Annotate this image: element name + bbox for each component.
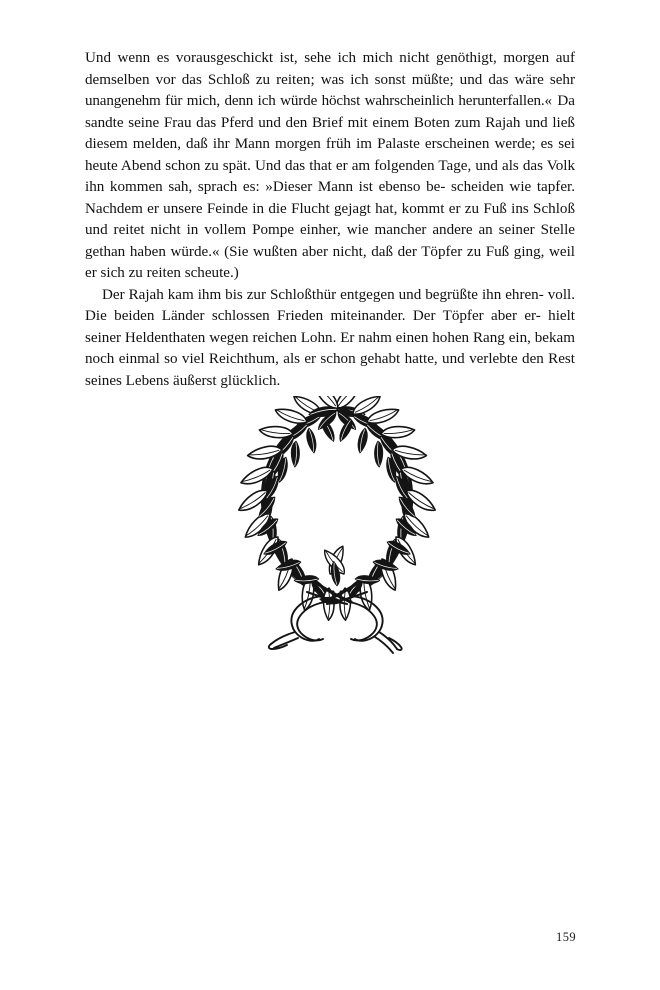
page-number: 159: [556, 930, 576, 944]
paragraph-2-line-2: voll. Die beiden Länder schlossen Frieden miteinander. Der Töpfer aber er-: [85, 286, 575, 324]
paragraph-1-line-10: mancher andere an seiner Stelle gethan haben würde.« (Sie wußten aber: [85, 222, 575, 260]
paragraph-2-line-1: Der Rajah kam ihm bis zur Schloßthür entgegen und begrüßte ihn ehren-: [102, 286, 544, 303]
text-block: [85, 48, 575, 392]
paragraph-1-line-3: unangenehm für mich, denn ich würde höchst wahrscheinlich herunterfallen.«: [85, 93, 552, 109]
paragraph-1-line-6: werde; es sei heute Abend schon zu spät. Und das that er am folgenden Tage,: [85, 136, 575, 174]
paragraph-1: [85, 48, 575, 285]
paragraph-1-line-7: und als das Volk ihn kommen sah, sprach es: »Dieser Mann ist ebenso be-: [85, 157, 576, 195]
paragraph-1-line-1: Und wenn es vorausgeschickt ist, sehe ich mich nicht genöthigt, morgen auf: [85, 50, 575, 66]
paragraph-2-line-5: verlebte den Rest seines Lebens äußerst glücklich.: [85, 351, 576, 389]
laurel-wreath-vignette: [237, 396, 437, 654]
paragraph-1-line-11: nicht, daß der Töpfer zu Fuß ging, weil er sich zu reiten scheute.): [85, 243, 575, 281]
paragraph-1-line-5: und ließ diesem melden, daß ihr Mann morgen früh im Palaste erscheinen: [85, 114, 575, 152]
paragraph-1-line-8: scheiden wie tapfer. Nachdem er unsere Feinde in die Flucht gejagt hat,: [85, 179, 575, 217]
paragraph-2-line-3: hielt seiner Heldenthaten wegen reichen Lohn. Er nahm einen hohen Rang: [85, 308, 575, 346]
paragraph-1-line-9: kommt er zu Fuß ins Schloß und reitet nicht in vollem Pompe einher, wie: [85, 200, 575, 238]
paragraph-1-line-2: demselben vor das Schloß zu reiten; was ich sonst müßte; und das wäre sehr: [85, 71, 575, 88]
laurel-wreath-icon: [237, 396, 437, 654]
paragraph-1-line-4: Da sandte seine Frau das Pferd und den Brief mit einem Boten zum Rajah: [85, 93, 575, 131]
paragraph-2-line-4: ein, bekam noch einmal so viel Reichthum, als er schon gehabt hatte, und: [85, 329, 575, 367]
paragraph-2: [85, 285, 575, 393]
